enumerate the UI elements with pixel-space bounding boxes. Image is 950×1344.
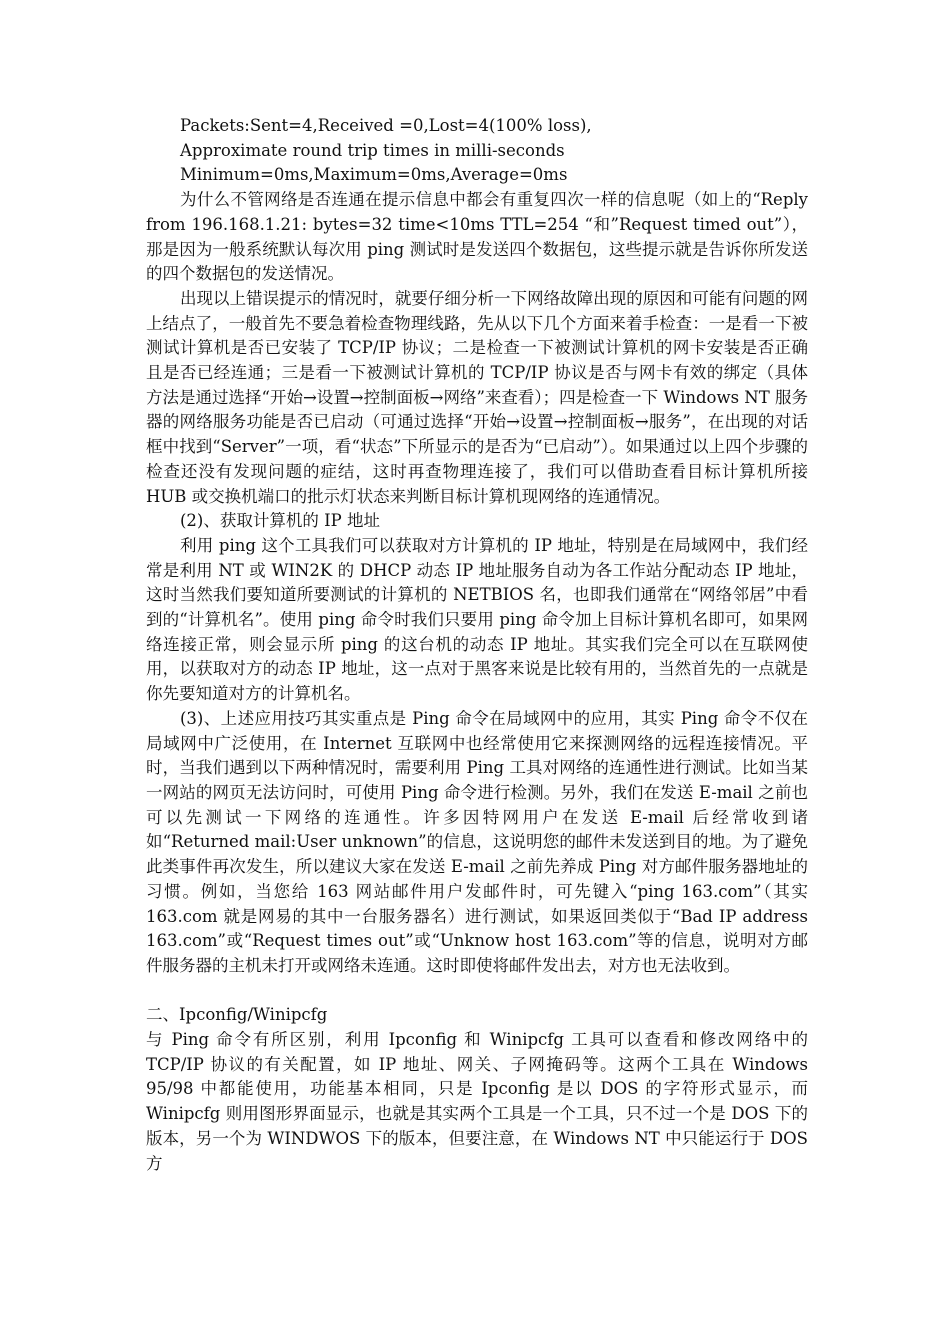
approximate-line: Approximate round trip times in milli-seconds (180, 140, 565, 160)
paragraph-application-tips: (3)、上述应用技巧其实重点是 Ping 命令在局域网中的应用，其实 Ping 命令不仅在局域网中广泛使用，在 Internet 互联网中也经常使用它来探测网络的远程连接情况。平时，当我们遇到以下两种情况时，需要利用 Ping 工具对网络的连通性进行测试。比如当某一网站的网页无法访问时，可使用 Ping 命令进行检测。另外，我们在发送 E-mail 之前也可以先测试一下网络的连通性。许多因特网用户在发送 E-mail 后经常收到诸如“Returned mail:User unknown”的信息，这说明您的邮件未发送到目的地。为了避免此类事件再次发生，所以建议大家在发送 E-mail 之前先养成 Ping 对方邮件服务器地址的习惯。例如，当您给 163 网站邮件用户发邮件时，可先键入“ping 163.com”（其实 163.com 就是网易的其中一台服务器名）进行测试，如果返回类似于“Bad IP address 163.com”或“Request times out”或“Unknow host 163.com”等的信息，说明对方邮件服务器的主机未打开或网络未连通。这时即使将邮件发出去，对方也无法收到。 (146, 708, 808, 975)
section-heading-ipconfig: 二、Ipconfig/Winipcfg (146, 1005, 328, 1025)
paragraph-repeat-info: 为什么不管网络是否连通在提示信息中都会有重复四次一样的信息呢（如上的“Reply from 196.168.1.21: bytes=32 time<10ms TTL=254 “和”Request timed out”），那是因为一般系统默认每次用 ping 测试时是发送四个数据包，这些提示就是告诉你所发送的四个数据包的发送情况。 (146, 190, 808, 284)
section-spacer (146, 979, 808, 1004)
paragraph-ipconfig-intro: 与 Ping 命令有所区别，利用 Ipconfig 和 Winipcfg 工具可以查看和修改网络中的 TCP/IP 协议的有关配置，如 IP 地址、网关、子网掩码等。这两个工具在 Windows 95/98 中都能使用，功能基本相同，只是 Ipconfig 是以 DOS 的字符形式显示，而 Winipcfg 则用图形界面显示，也就是其实两个工具是一个工具，只不过一个是 DOS 下的版本，另一个为 WINDWOS 下的版本，但要注意，在 Windows NT 中只能运行于 DOS 方 (146, 1030, 808, 1173)
subheading-get-ip: (2)、获取计算机的 IP 地址 (180, 511, 380, 531)
document-body (146, 114, 808, 1176)
packets-line: Packets:Sent=4,Received =0,Lost=4(100% loss), (180, 116, 592, 135)
paragraph-error-analysis: 出现以上错误提示的情况时，就要仔细分析一下网络故障出现的原因和可能有问题的网上结点了，一般首先不要急着检查物理线路，先从以下几个方面来着手检查：一是看一下被测试计算机是否已安装了 TCP/IP 协议；二是检查一下被测试计算机的网卡安装是否正确且是否已经连通；三是看一下被测试计算机的 TCP/IP 协议是否与网卡有效的绑定（具体方法是通过选择“开始→设置→控制面板→网络”来查看）；四是检查一下 Windows NT 服务器的网络服务功能是否已启动（可通过选择“开始→设置→控制面板→服务”，在出现的对话框中找到“Server”一项，看“状态”下所显示的是否为“已启动”）。如果通过以上四个步骤的检查还没有发现问题的症结，这时再查物理连接了，我们可以借助查看目标计算机所接 HUB 或交换机端口的批示灯状态来判断目标计算机现网络的连通情况。 (146, 288, 808, 506)
paragraph-get-ip: 利用 ping 这个工具我们可以获取对方计算机的 IP 地址，特别是在局域网中，我们经常是利用 NT 或 WIN2K 的 DHCP 动态 IP 地址服务自动为各工作站分配动态 IP 地址，这时当然我们要知道所要测试的计算机的 NETBIOS 名，也即我们通常在“网络邻居”中看到的“计算机名”。使用 ping 命令时我们只要用 ping 命令加上目标计算机名即可，如果网络连接正常，则会显示所 ping 的这台机的动态 IP 地址。其实我们完全可以在互联网使用，以获取对方的动态 IP 地址，这一点对于黑客来说是比较有用的，当然首先的一点就是你先要知道对方的计算机名。 (146, 535, 808, 704)
minimum-line: Minimum=0ms,Maximum=0ms,Average=0ms (180, 165, 568, 185)
